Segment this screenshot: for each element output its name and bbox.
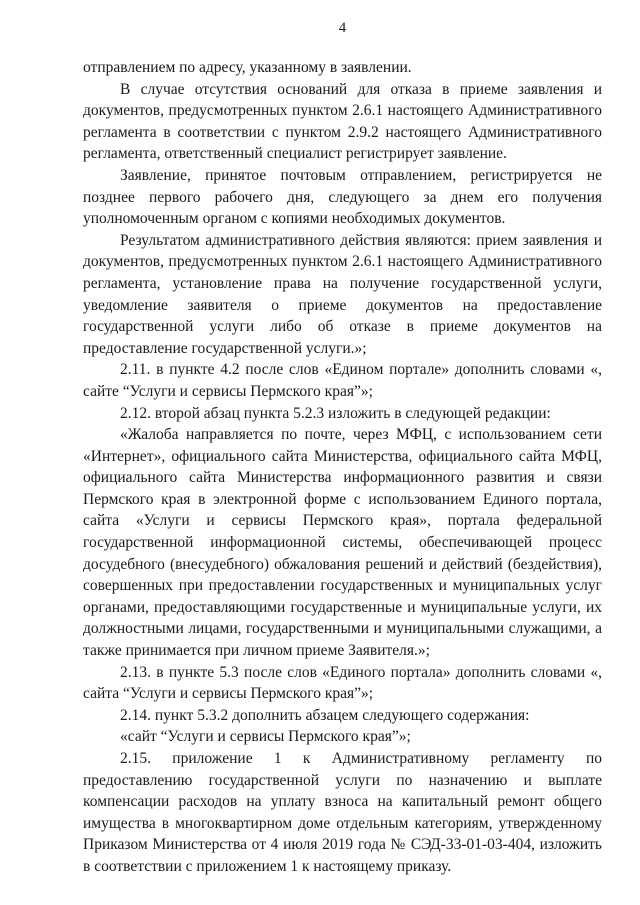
paragraph-result: Результатом административного действия являются: прием заявления и документов, предусмотренных пунктом 2.6.1 настоящего Административного регламента, установление права на получение государственной услуги, уведомление заявителя о приеме документов на предоставление государственной услуги либо об отказе в приеме документов на предоставление государственной услуги.»; — [83, 231, 602, 357]
clause-2-13: 2.13. в пункте 5.3 после слов «Единого портала» дополнить словами «, сайта “Услуги и сервисы Пермского края”»; — [83, 663, 602, 703]
clause-2-15: 2.15. приложение 1 к Административному регламенту по предоставлению государственной услуги по назначению и выплате компенсации расходов на уплату взноса на капитальный ремонт общего имущества в многоквартирном доме отдельным категориям, утвержденному Приказом Министерства от 4 июля 2019 года № СЭД-33-01-03-404, изложить в соответствии с приложением 1 к настоящему приказу. — [83, 750, 602, 875]
paragraph-continuation: отправлением по адресу, указанному в заявлении. — [83, 59, 412, 76]
paragraph-postal-registration: Заявление, принятое почтовым отправлением, регистрируется не позднее первого рабочего дня, следующего за днем его получения уполномоченным органом с копиями необходимых документов. — [83, 166, 602, 228]
clause-2-12: 2.12. второй абзац пункта 5.2.3 изложить в следующей редакции: — [120, 404, 551, 422]
paragraph-complaint: «Жалоба направляется по почте, через МФЦ, с использованием сети «Интернет», официального сайта Министерства, официального сайта МФЦ, официального сайта Министерства информационного развития и связи Пермского края в электронной форме с использованием Единого портала, сайта «Услуги и сервисы Пермского края», портала федеральной государственной информационной системы, обеспечивающей процесс досудебного (внесудебного) обжалования решений и действий (бездействия), совершенных при предоставлении государственных и муниципальных услуг органами, предоставляющими государственные и муниципальные услуги, их должностными лицами, государственными и муниципальными служащими, а также принимается при личном приеме Заявителя.»; — [83, 426, 602, 660]
paragraph-site-name: «сайт “Услуги и сервисы Пермского края”»; — [120, 728, 411, 746]
paragraph-registration: В случае отсутствия оснований для отказа в приеме заявления и документов, предусмотренных пунктом 2.6.1 настоящего Административного регламента в соответствии с пунктом 2.9.2 настоящего Административного регламента, ответственный специалист регистрирует заявление. — [83, 80, 602, 163]
page-number: 4 — [338, 20, 347, 36]
clause-2-14: 2.14. пункт 5.3.2 дополнить абзацем следующего содержания: — [120, 706, 530, 724]
clause-2-11: 2.11. в пункте 4.2 после слов «Едином портале» дополнить словами «, сайте “Услуги и сервисы Пермского края”»; — [83, 361, 602, 400]
